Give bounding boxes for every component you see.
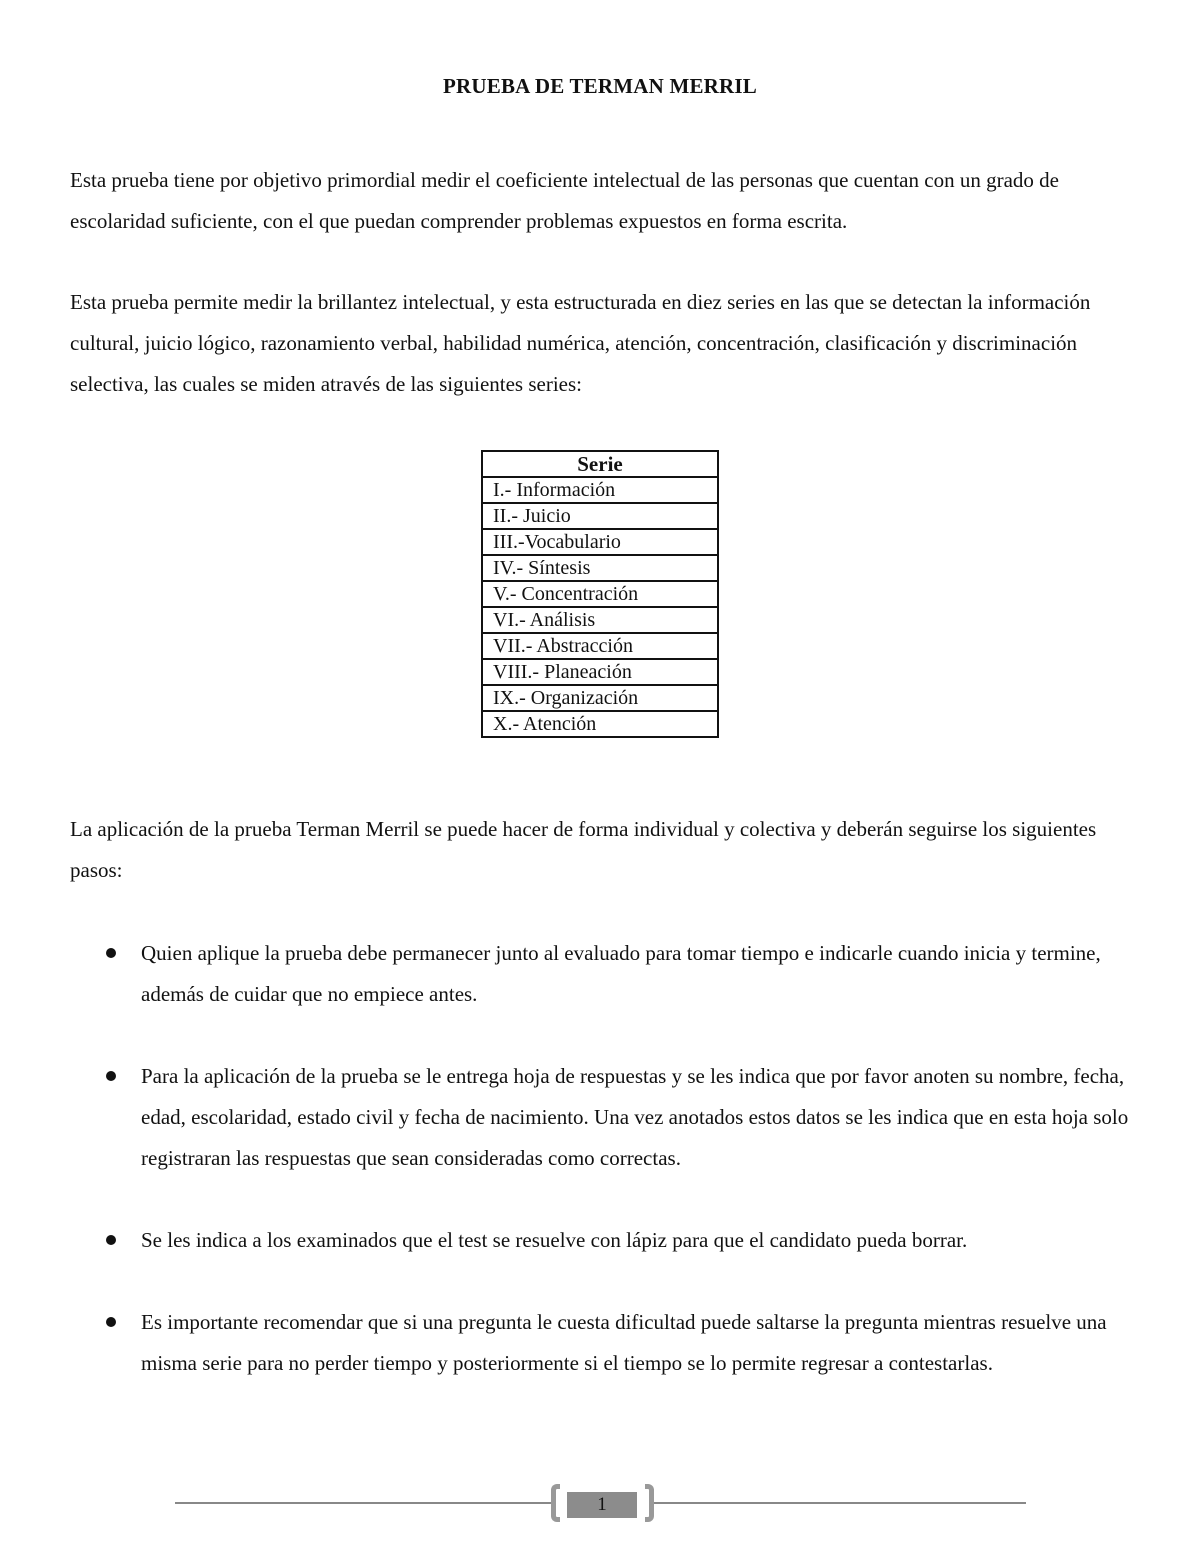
table-row: [482, 529, 718, 555]
series-cell: X.- Atención: [482, 711, 718, 737]
footer-line-right: [654, 1502, 1026, 1504]
series-table-header: Serie: [482, 451, 718, 477]
table-row: [482, 503, 718, 529]
page-title: PRUEBA DE TERMAN MERRIL: [443, 74, 757, 98]
list-item-text: Es importante recomendar que si una pregunta le cuesta dificultad puede saltarse la pregunta mientras resuelve una misma serie para no perder tiempo y posteriormente si el tiempo se lo permite regresar a contestarlas.: [141, 1310, 1107, 1375]
footer-line-left: [175, 1502, 551, 1504]
bullet-icon: [106, 1317, 116, 1327]
application-paragraph: La aplicación de la prueba Terman Merril se puede hacer de forma individual y colectiva y deberán seguirse los siguientes pasos:: [70, 817, 1097, 882]
series-cell: II.- Juicio: [482, 503, 718, 529]
list-item-text: Quien aplique la prueba debe permanecer junto al evaluado para tomar tiempo e indicarle cuando inicia y termine, además de cuidar que no empiece antes.: [141, 941, 1101, 1006]
series-table: [481, 450, 719, 738]
list-item: [141, 1056, 1141, 1179]
table-row: [482, 659, 718, 685]
series-table-header-row: [482, 451, 718, 477]
list-item: [141, 933, 1141, 1015]
series-cell: IX.- Organización: [482, 685, 718, 711]
list-item-text: Se les indica a los examinados que el test se resuelve con lápiz para que el candidato pueda borrar.: [141, 1228, 968, 1252]
series-cell: VI.- Análisis: [482, 607, 718, 633]
series-cell: I.- Información: [482, 477, 718, 503]
footer-bracket-left: [551, 1484, 560, 1522]
series-description-paragraph: Esta prueba permite medir la brillantez intelectual, y esta estructurada en diez series en las que se detectan la información cultural, juicio lógico, razonamiento verbal, habilidad numérica, atención, concentración, clasificación y discriminación selectiva, las cuales se miden através de las siguientes series:: [70, 290, 1091, 396]
series-cell: VIII.- Planeación: [482, 659, 718, 685]
table-row: [482, 685, 718, 711]
table-row: [482, 633, 718, 659]
table-row: [482, 711, 718, 737]
table-row: [482, 555, 718, 581]
series-cell: IV.- Síntesis: [482, 555, 718, 581]
list-item-text: Para la aplicación de la prueba se le entrega hoja de respuestas y se les indica que por favor anoten su nombre, fecha, edad, escolaridad, estado civil y fecha de nacimiento. Una vez anotados estos datos se les indica que en esta hoja solo registraran las respuestas que sean consideradas como correctas.: [141, 1064, 1129, 1170]
table-row: [482, 581, 718, 607]
list-item: [141, 1220, 1141, 1261]
list-item: [141, 1302, 1141, 1384]
intro-paragraph: Esta prueba tiene por objetivo primordial medir el coeficiente intelectual de las personas que cuentan con un grado de escolaridad suficiente, con el que puedan comprender problemas expuestos en forma escrita.: [70, 168, 1059, 233]
series-cell: III.-Vocabulario: [482, 529, 718, 555]
bullet-icon: [106, 1071, 116, 1081]
series-cell: VII.- Abstracción: [482, 633, 718, 659]
bullet-icon: [106, 1235, 116, 1245]
bullet-icon: [106, 948, 116, 958]
footer-bracket-right: [645, 1484, 654, 1522]
table-row: [482, 477, 718, 503]
series-cell: V.- Concentración: [482, 581, 718, 607]
table-row: [482, 607, 718, 633]
page-number: 1: [567, 1492, 637, 1518]
